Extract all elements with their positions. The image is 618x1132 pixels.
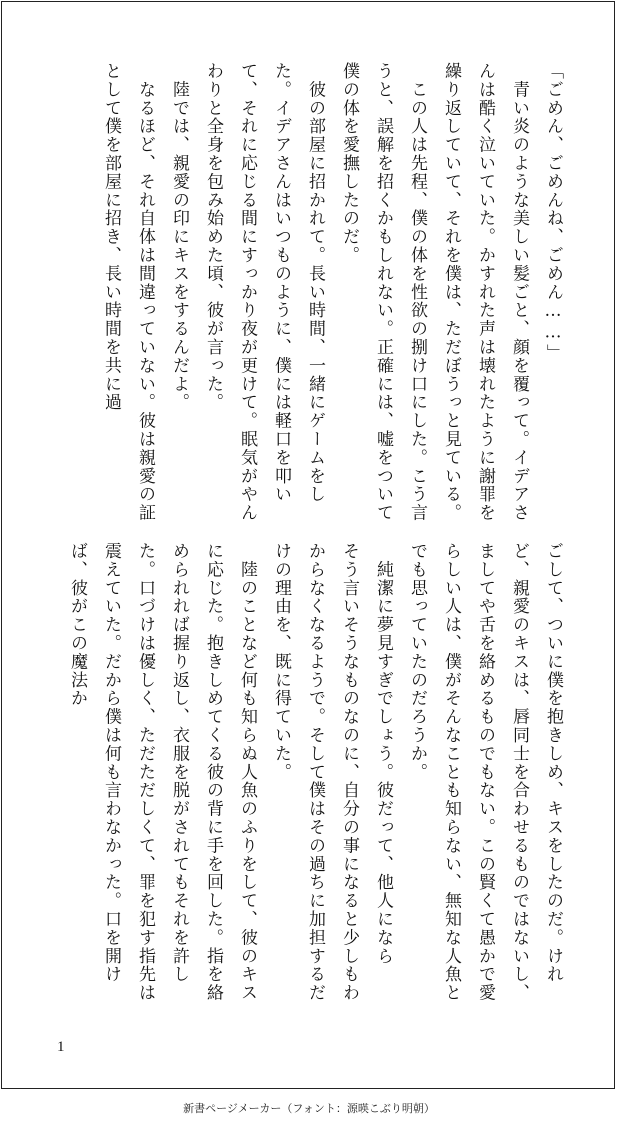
paragraph: ごして、ついに僕を抱きしめ、キスをしたのだ。けれど、親愛のキスは、唇同士を合わせるものではないし、ましてや舌を絡めるものでもない。この賢くて愚かで愛らしい人は、僕がそんなことも知らない、無知な人魚とでも思っていたのだろうか。 (407, 542, 563, 1002)
paragraph: 彼の部屋に招かれて。長い時間、一緒にゲームをした。イデアさんはいつものように、僕には軽口を叩いて、それに応じる間にすっかり夜が更けて。眠気がやんわりと全身を包み始めた頃、彼が言った。 (203, 62, 325, 522)
text-column-top (50, 62, 570, 522)
page-number: 1 (57, 1039, 65, 1055)
paragraph: 陸のことなど何も知らぬ人魚のふりをして、彼のキスに応じた。抱きしめてくる彼の背に手を回した。指を絡められれば握り返し、衣服を脱がされてもそれを許した。口づけは優しく、ただただしくて、罪を犯す指先は震えていた。だから僕は何も言わなかった。口を開けば、彼がこの魔法か (67, 542, 257, 1002)
text-column-bottom (50, 542, 570, 1002)
paragraph: 「ごめん、ごめんね、ごめん……」 (543, 62, 563, 363)
manuscript-page (1, 1, 615, 1089)
paragraph: この人は先程、僕の体を性欲の捌け口にした。こう言うと、誤解を招くかもしれない。正確には、嘘をついて僕の体を愛撫したのだ。 (339, 62, 427, 522)
vertical-text-top (50, 62, 570, 522)
paragraph: なるほど、それ自体は間違っていない。彼は親愛の証として僕を部屋に招き、長い時間を共に過 (101, 62, 155, 522)
paragraph: 陸では、親愛の印にキスをするんだよ。 (169, 62, 189, 412)
paragraph: 青い炎のような美しい髪ごと、顔を覆って。イデアさんは酷く泣いていた。かすれた声は壊れたように謝罪を繰り返していて、それを僕は、ただぼうっと見ている。 (441, 62, 529, 522)
vertical-text-bottom (50, 542, 570, 1002)
footer-caption: 新書ページメーカー（フォント：源暎こぶり明朝） (183, 1102, 435, 1115)
paragraph: 純潔に夢見すぎでしょう。彼だって、他人になら そう言いそうなものなのに、自分の事になると少しもわからなくなるようで。そして僕はその過ちに加担するだけの理由を、既に得ていた。 (271, 542, 393, 1002)
